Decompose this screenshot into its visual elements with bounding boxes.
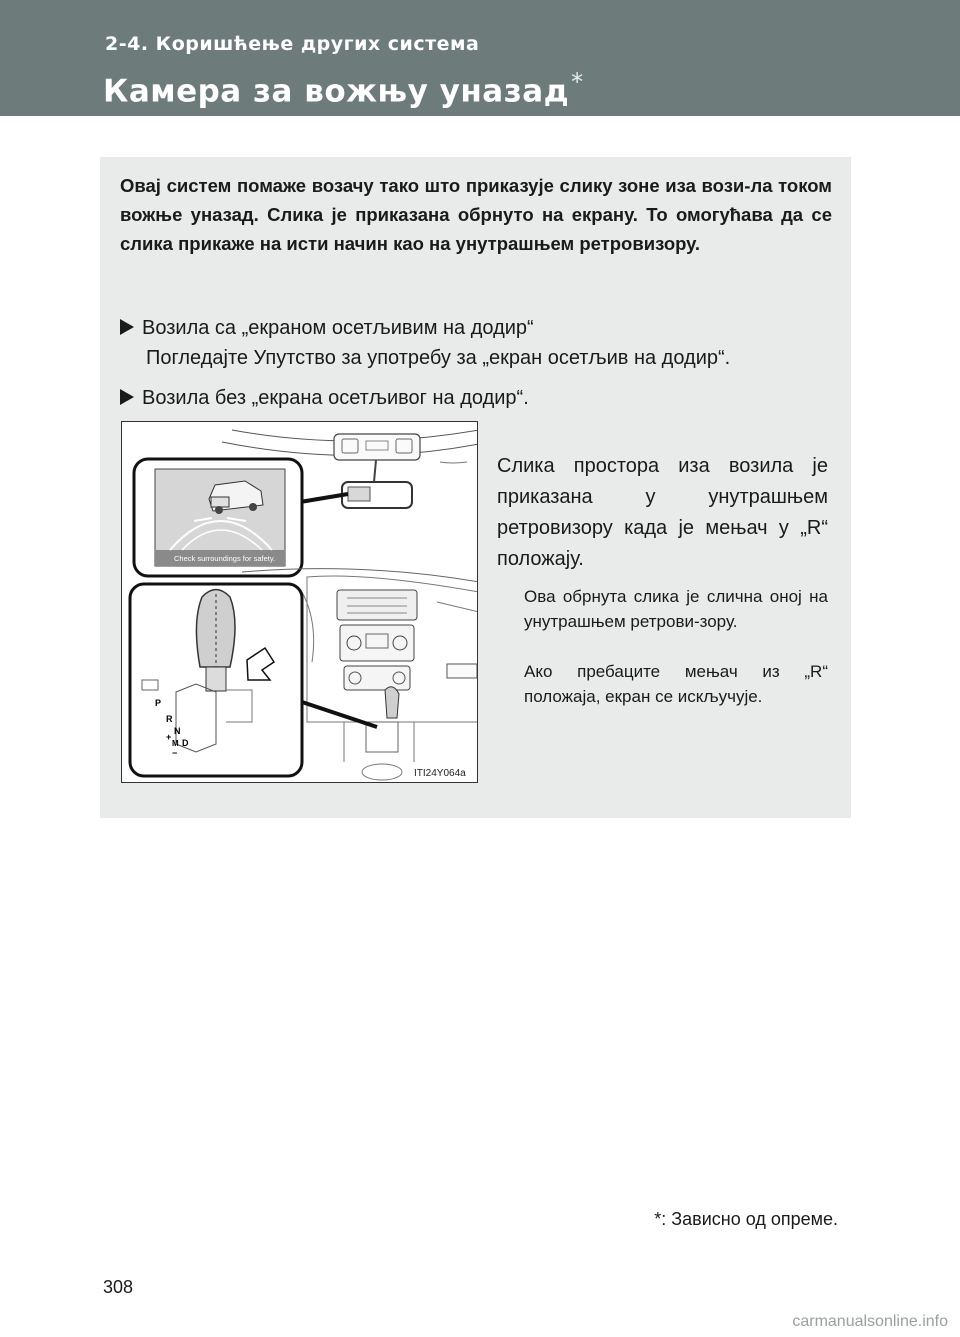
- bullet-arrow-icon: [120, 319, 134, 335]
- rear-view-illustration: [121, 421, 478, 783]
- bullet-label: Возила са „екраном осетљивим на додир“: [142, 317, 534, 339]
- bullet-label: Возила без „екрана осетљивог на додир“.: [142, 387, 529, 409]
- bullet-no-touchscreen: [120, 385, 529, 411]
- figure-note-1: Ова обрнута слика је слична оној на унутрашњем ретрови-зору.: [524, 587, 828, 631]
- bullet-note: Погледајте Упутство за употребу за „екран осетљив на додир“.: [146, 347, 731, 369]
- gear-letter-d: D: [182, 738, 189, 748]
- intro-paragraph: Овај систем помаже возачу тако што приказује слику зоне иза вози-ла током вожње уназад. Слика је приказана обрнуто на екрану. То омогућава да се слика прикаже на исти начин као на унутрашњем ретровизору.: [120, 175, 832, 254]
- title-asterisk: *: [571, 68, 584, 96]
- gear-letter-p: P: [155, 698, 162, 708]
- figure-caption: Слика простора иза возила је приказана у унутрашњем ретровизору када је мењач у „R“ положају.: [497, 455, 828, 570]
- figure-code: ITI24Y064a: [414, 768, 466, 779]
- page-title: [103, 68, 584, 109]
- bullet-touchscreen: [120, 315, 534, 341]
- page-header: [0, 0, 960, 116]
- bullet-arrow-icon: [120, 389, 134, 405]
- gear-letter-minus: −: [172, 748, 178, 758]
- gear-letter-n: N: [174, 726, 181, 736]
- page-number: 308: [103, 1277, 134, 1297]
- watermark: carmanualsonline.info: [792, 1313, 948, 1330]
- title-text: Камера за вожњу уназад: [103, 73, 570, 110]
- illustration-drawing: [122, 422, 478, 783]
- figure-note-2: Ако пребаците мењач из „R“ положаја, екран се искључује.: [524, 662, 828, 706]
- screen-warning-text: Check surroundings for safety.: [174, 554, 276, 563]
- section-heading: 2-4. Коришћење других система: [105, 33, 480, 55]
- footnote: *: Зависно од опреме.: [654, 1209, 838, 1229]
- gear-letter-r: R: [166, 714, 173, 724]
- gear-letter-plus: +: [166, 732, 172, 742]
- gear-letter-m: M: [172, 739, 179, 748]
